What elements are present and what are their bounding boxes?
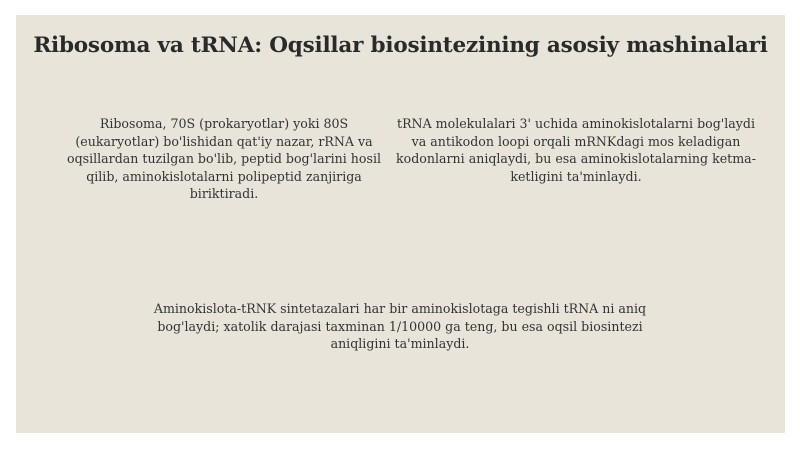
slide bbox=[16, 15, 785, 433]
paragraph-synthetase: Aminokislota-tRNK sintetazalari har bir aminokislotaga tegishli tRNA ni aniq bog'laydi; xatolik darajasi taxminan 1/10000 ga teng, bu esa oqsil biosintezi aniqligini ta'minlaydi. bbox=[153, 301, 647, 351]
slide-title: Ribosoma va tRNA: Oqsillar biosintezining asosiy mashinalari bbox=[33, 33, 768, 58]
paragraph-ribosome: Ribosoma, 70S (prokaryotlar) yoki 80S (eukaryotlar) bo'lishidan qat'iy nazar, rRNA va oqsillardan tuzilgan bo'lib, peptid bog'larini hosil qilib, aminokislotalarni polipeptid zanjiriga biriktiradi. bbox=[66, 116, 381, 201]
paragraph-trna: tRNA molekulalari 3' uchida aminokislotalarni bog'laydi va antikodon loopi orqali mRNKdagi mos keladigan kodonlarni aniqlaydi, bu esa aminokislotalarning ketma-ketligini ta'minlaydi. bbox=[396, 116, 756, 184]
